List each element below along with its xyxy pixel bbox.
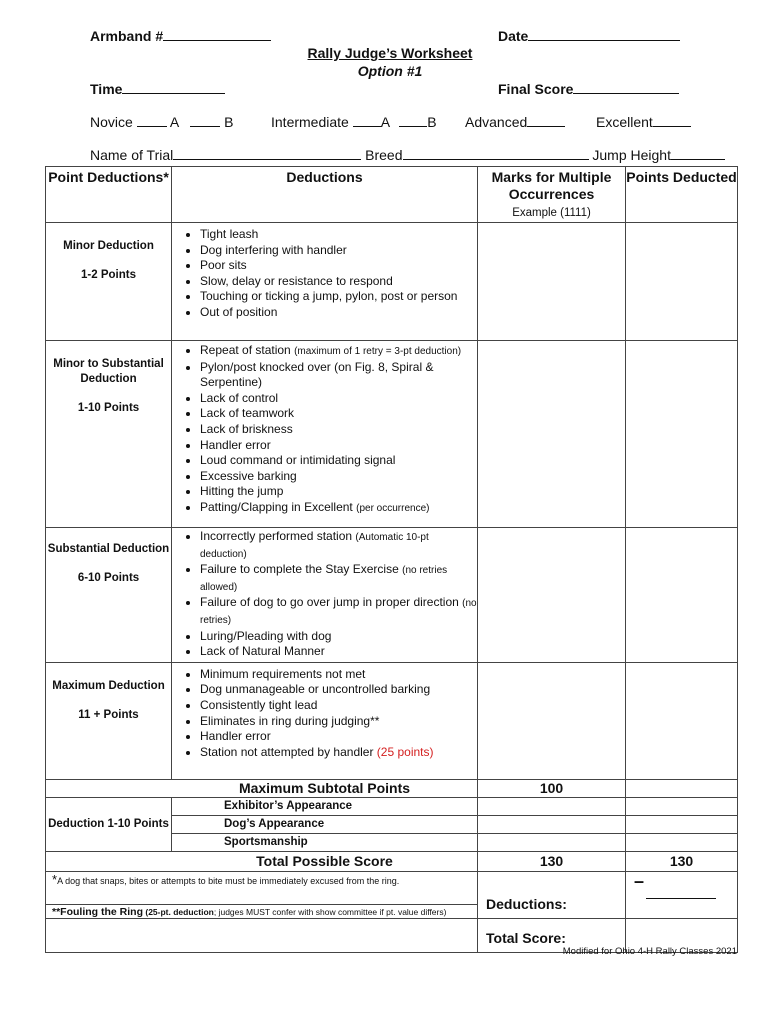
sportsmanship-marks-cell[interactable] xyxy=(478,833,626,851)
total-possible-deducted: 130 xyxy=(626,851,738,871)
minor-items xyxy=(172,223,478,341)
excellent-blank[interactable] xyxy=(653,114,691,127)
deductions-label: Deductions: xyxy=(478,871,626,918)
list-item: • Lack of control xyxy=(200,391,477,407)
excellent-group xyxy=(596,114,691,130)
item-text: Patting/Clapping in Excellent xyxy=(200,499,353,514)
time-blank[interactable] xyxy=(122,81,225,94)
minor-category xyxy=(46,223,172,341)
col-deductions: Deductions xyxy=(172,167,478,223)
item-text: Repeat of station xyxy=(200,343,291,357)
list-item xyxy=(200,500,477,517)
list-item: • Consistently tight lead xyxy=(200,698,477,714)
col-marks xyxy=(478,167,626,223)
item-note: (no retries allowed) xyxy=(200,565,448,593)
minus-sign: – xyxy=(634,870,645,891)
list-item: • Slow, delay or resistance to respond xyxy=(200,274,477,290)
class-selection-row xyxy=(90,114,234,130)
excellent-label: Excellent xyxy=(596,114,653,130)
dogs-appearance-label: Dog’s Appearance xyxy=(172,815,478,833)
advanced-label: Advanced xyxy=(465,114,528,130)
row-max-subtotal xyxy=(46,779,738,797)
novice-b: B xyxy=(224,114,234,130)
list-item: • Lack of teamwork xyxy=(200,406,477,422)
max-subtotal-value: 100 xyxy=(478,779,626,797)
novice-a-blank[interactable] xyxy=(137,114,167,127)
final-score-blank[interactable] xyxy=(573,81,679,94)
minor-substantial-items xyxy=(172,341,478,528)
list-item xyxy=(200,343,477,360)
intermediate-b: B xyxy=(427,114,437,130)
list-item: • Poor sits xyxy=(200,258,477,274)
breed-label: Breed xyxy=(365,147,403,163)
deductions-value-cell[interactable] xyxy=(626,871,738,918)
minor-marks-cell[interactable] xyxy=(478,223,626,341)
item-text: Failure of dog to go over jump in proper direction xyxy=(200,595,459,610)
minor-substantial-points: 1-10 Points xyxy=(77,402,140,414)
list-item xyxy=(200,529,477,562)
final-score-field[interactable] xyxy=(498,81,679,97)
dogs-marks-cell[interactable] xyxy=(478,815,626,833)
breed-blank[interactable] xyxy=(403,147,589,160)
item-note: (maximum of 1 retry = 3-pt deduction) xyxy=(294,346,462,357)
col-marks-label: Marks for Multiple Occurrences xyxy=(491,169,612,202)
max-subtotal-points-cell[interactable] xyxy=(626,779,738,797)
list-item: • Excessive barking xyxy=(200,469,477,485)
page-subtitle: Option #1 xyxy=(357,63,423,79)
item-note: (no retries) xyxy=(200,598,477,626)
maximum-category xyxy=(46,662,172,779)
maximum-items xyxy=(172,662,478,779)
footnote1-text: A dog that snaps, bites or attempts to bite must be immediately excused from the ring. xyxy=(57,875,400,886)
row-minor xyxy=(46,223,738,341)
row-substantial xyxy=(46,528,738,663)
intermediate-b-blank[interactable] xyxy=(399,114,427,127)
max-subtotal-label: Maximum Subtotal Points xyxy=(46,779,478,797)
jump-height-blank[interactable] xyxy=(671,147,725,160)
list-item: • Tight leash xyxy=(200,227,477,243)
substantial-points-cell[interactable] xyxy=(626,528,738,663)
minor-points: 1-2 Points xyxy=(81,269,136,281)
minor-substantial-points-cell[interactable] xyxy=(626,341,738,528)
novice-b-blank[interactable] xyxy=(190,114,220,127)
novice-label: Novice xyxy=(90,114,133,130)
maximum-points-cell[interactable] xyxy=(626,662,738,779)
intermediate-label: Intermediate xyxy=(271,114,349,130)
item-note: (Automatic 10-pt deduction) xyxy=(200,532,429,560)
row-total-possible xyxy=(46,851,738,871)
intermediate-group xyxy=(271,114,437,130)
deductions-blank[interactable] xyxy=(646,898,716,899)
list-item: • Handler error xyxy=(200,438,477,454)
list-item: • Handler error xyxy=(200,729,477,745)
list-item: • Luring/Pleading with dog xyxy=(200,629,477,645)
item-text: Incorrectly performed station xyxy=(200,529,353,543)
header-row xyxy=(46,167,738,223)
maximum-title: Maximum Deduction xyxy=(52,679,165,692)
date-blank[interactable] xyxy=(528,28,680,41)
footnote2-bold: (25-pt. deduction xyxy=(145,906,214,917)
item-note-red: (25 points) xyxy=(376,744,434,759)
item-text: Station not attempted by handler xyxy=(200,744,374,759)
footnote2-rest: ; judges MUST confer with show committee if pt. value differs) xyxy=(213,906,447,917)
total-score-label: Total Score: xyxy=(478,918,626,952)
total-possible-label: Total Possible Score xyxy=(46,851,478,871)
substantial-marks-cell[interactable] xyxy=(478,528,626,663)
sportsmanship-label: Sportsmanship xyxy=(172,833,478,851)
footnote-star: * xyxy=(52,871,58,887)
worksheet-table xyxy=(45,166,738,953)
exhibitor-marks-cell[interactable] xyxy=(478,797,626,815)
dogs-points-cell[interactable] xyxy=(626,815,738,833)
armband-blank[interactable] xyxy=(163,28,271,41)
minor-substantial-marks-cell[interactable] xyxy=(478,341,626,528)
row-exhibitor-appearance xyxy=(46,797,738,815)
list-item: • Lack of Natural Manner xyxy=(200,644,477,660)
item-note: (per occurrence) xyxy=(356,502,430,514)
name-of-trial-label: Name of Trial xyxy=(90,147,174,163)
sportsmanship-points-cell[interactable] xyxy=(626,833,738,851)
name-of-trial-blank[interactable] xyxy=(173,147,361,160)
total-possible-value: 130 xyxy=(478,851,626,871)
jump-height-label: Jump Height xyxy=(592,147,671,163)
list-item xyxy=(200,562,477,595)
row-maximum xyxy=(46,662,738,779)
date-field[interactable] xyxy=(498,28,680,44)
intermediate-a: A xyxy=(380,114,390,130)
deduction-110-category: Deduction 1-10 Points xyxy=(46,797,172,851)
time-field[interactable] xyxy=(90,81,225,97)
list-item: • Touching or ticking a jump, pylon, post or person xyxy=(200,289,477,305)
footnote2 xyxy=(46,904,478,918)
list-item: • Hitting the jump xyxy=(200,484,477,500)
maximum-marks-cell[interactable] xyxy=(478,662,626,779)
list-item: • Pylon/post knocked over (on Fig. 8, Spiral & Serpentine) xyxy=(200,360,477,391)
armband-field[interactable] xyxy=(90,28,271,44)
minor-points-cell[interactable] xyxy=(626,223,738,341)
col-marks-example: Example (1111) xyxy=(512,207,591,219)
minor-substantial-title: Minor to Substantial Deduction xyxy=(53,358,164,385)
footnote2-main: **Fouling the Ring xyxy=(52,905,143,918)
novice-a: A xyxy=(169,114,179,130)
advanced-group xyxy=(465,114,565,130)
minor-substantial-category xyxy=(46,341,172,528)
exhibitor-appearance-label: Exhibitor’s Appearance xyxy=(172,797,478,815)
substantial-category xyxy=(46,528,172,663)
footer-note: Modified for Ohio 4-H Rally Classes 2021 xyxy=(562,946,737,957)
list-item: • Dog interfering with handler xyxy=(200,243,477,259)
footnote1 xyxy=(46,871,478,904)
trial-info-row xyxy=(90,147,725,163)
item-text: Failure to complete the Stay Exercise xyxy=(200,562,399,577)
list-item xyxy=(200,595,477,628)
substantial-points: 6-10 Points xyxy=(77,572,140,584)
substantial-title: Substantial Deduction xyxy=(47,543,170,555)
advanced-blank[interactable] xyxy=(527,114,565,127)
list-item xyxy=(200,745,477,761)
minor-title: Minor Deduction xyxy=(63,240,154,252)
armband-label: Armband # xyxy=(90,28,164,44)
list-item: • Out of position xyxy=(200,305,477,321)
list-item: • Loud command or intimidating signal xyxy=(200,453,477,469)
date-label: Date xyxy=(498,28,529,44)
final-score-label: Final Score xyxy=(498,81,574,97)
exhibitor-points-cell[interactable] xyxy=(626,797,738,815)
intermediate-a-blank[interactable] xyxy=(353,114,381,127)
list-item: • Eliminates in ring during judging** xyxy=(200,714,477,730)
list-item: • Minimum requirements not met xyxy=(200,667,477,683)
total-score-empty-cell xyxy=(46,918,478,952)
col-points-deducted: Points Deducted xyxy=(626,167,738,223)
substantial-items xyxy=(172,528,478,663)
maximum-points: 11 + Points xyxy=(78,708,139,721)
page-title: Rally Judge’s Worksheet xyxy=(307,45,473,61)
row-minor-substantial xyxy=(46,341,738,528)
time-label: Time xyxy=(90,81,123,97)
col-point-deductions: Point Deductions* xyxy=(46,167,172,223)
list-item: • Dog unmanageable or uncontrolled barking xyxy=(200,682,477,698)
list-item: • Lack of briskness xyxy=(200,422,477,438)
row-footnote1 xyxy=(46,871,738,904)
